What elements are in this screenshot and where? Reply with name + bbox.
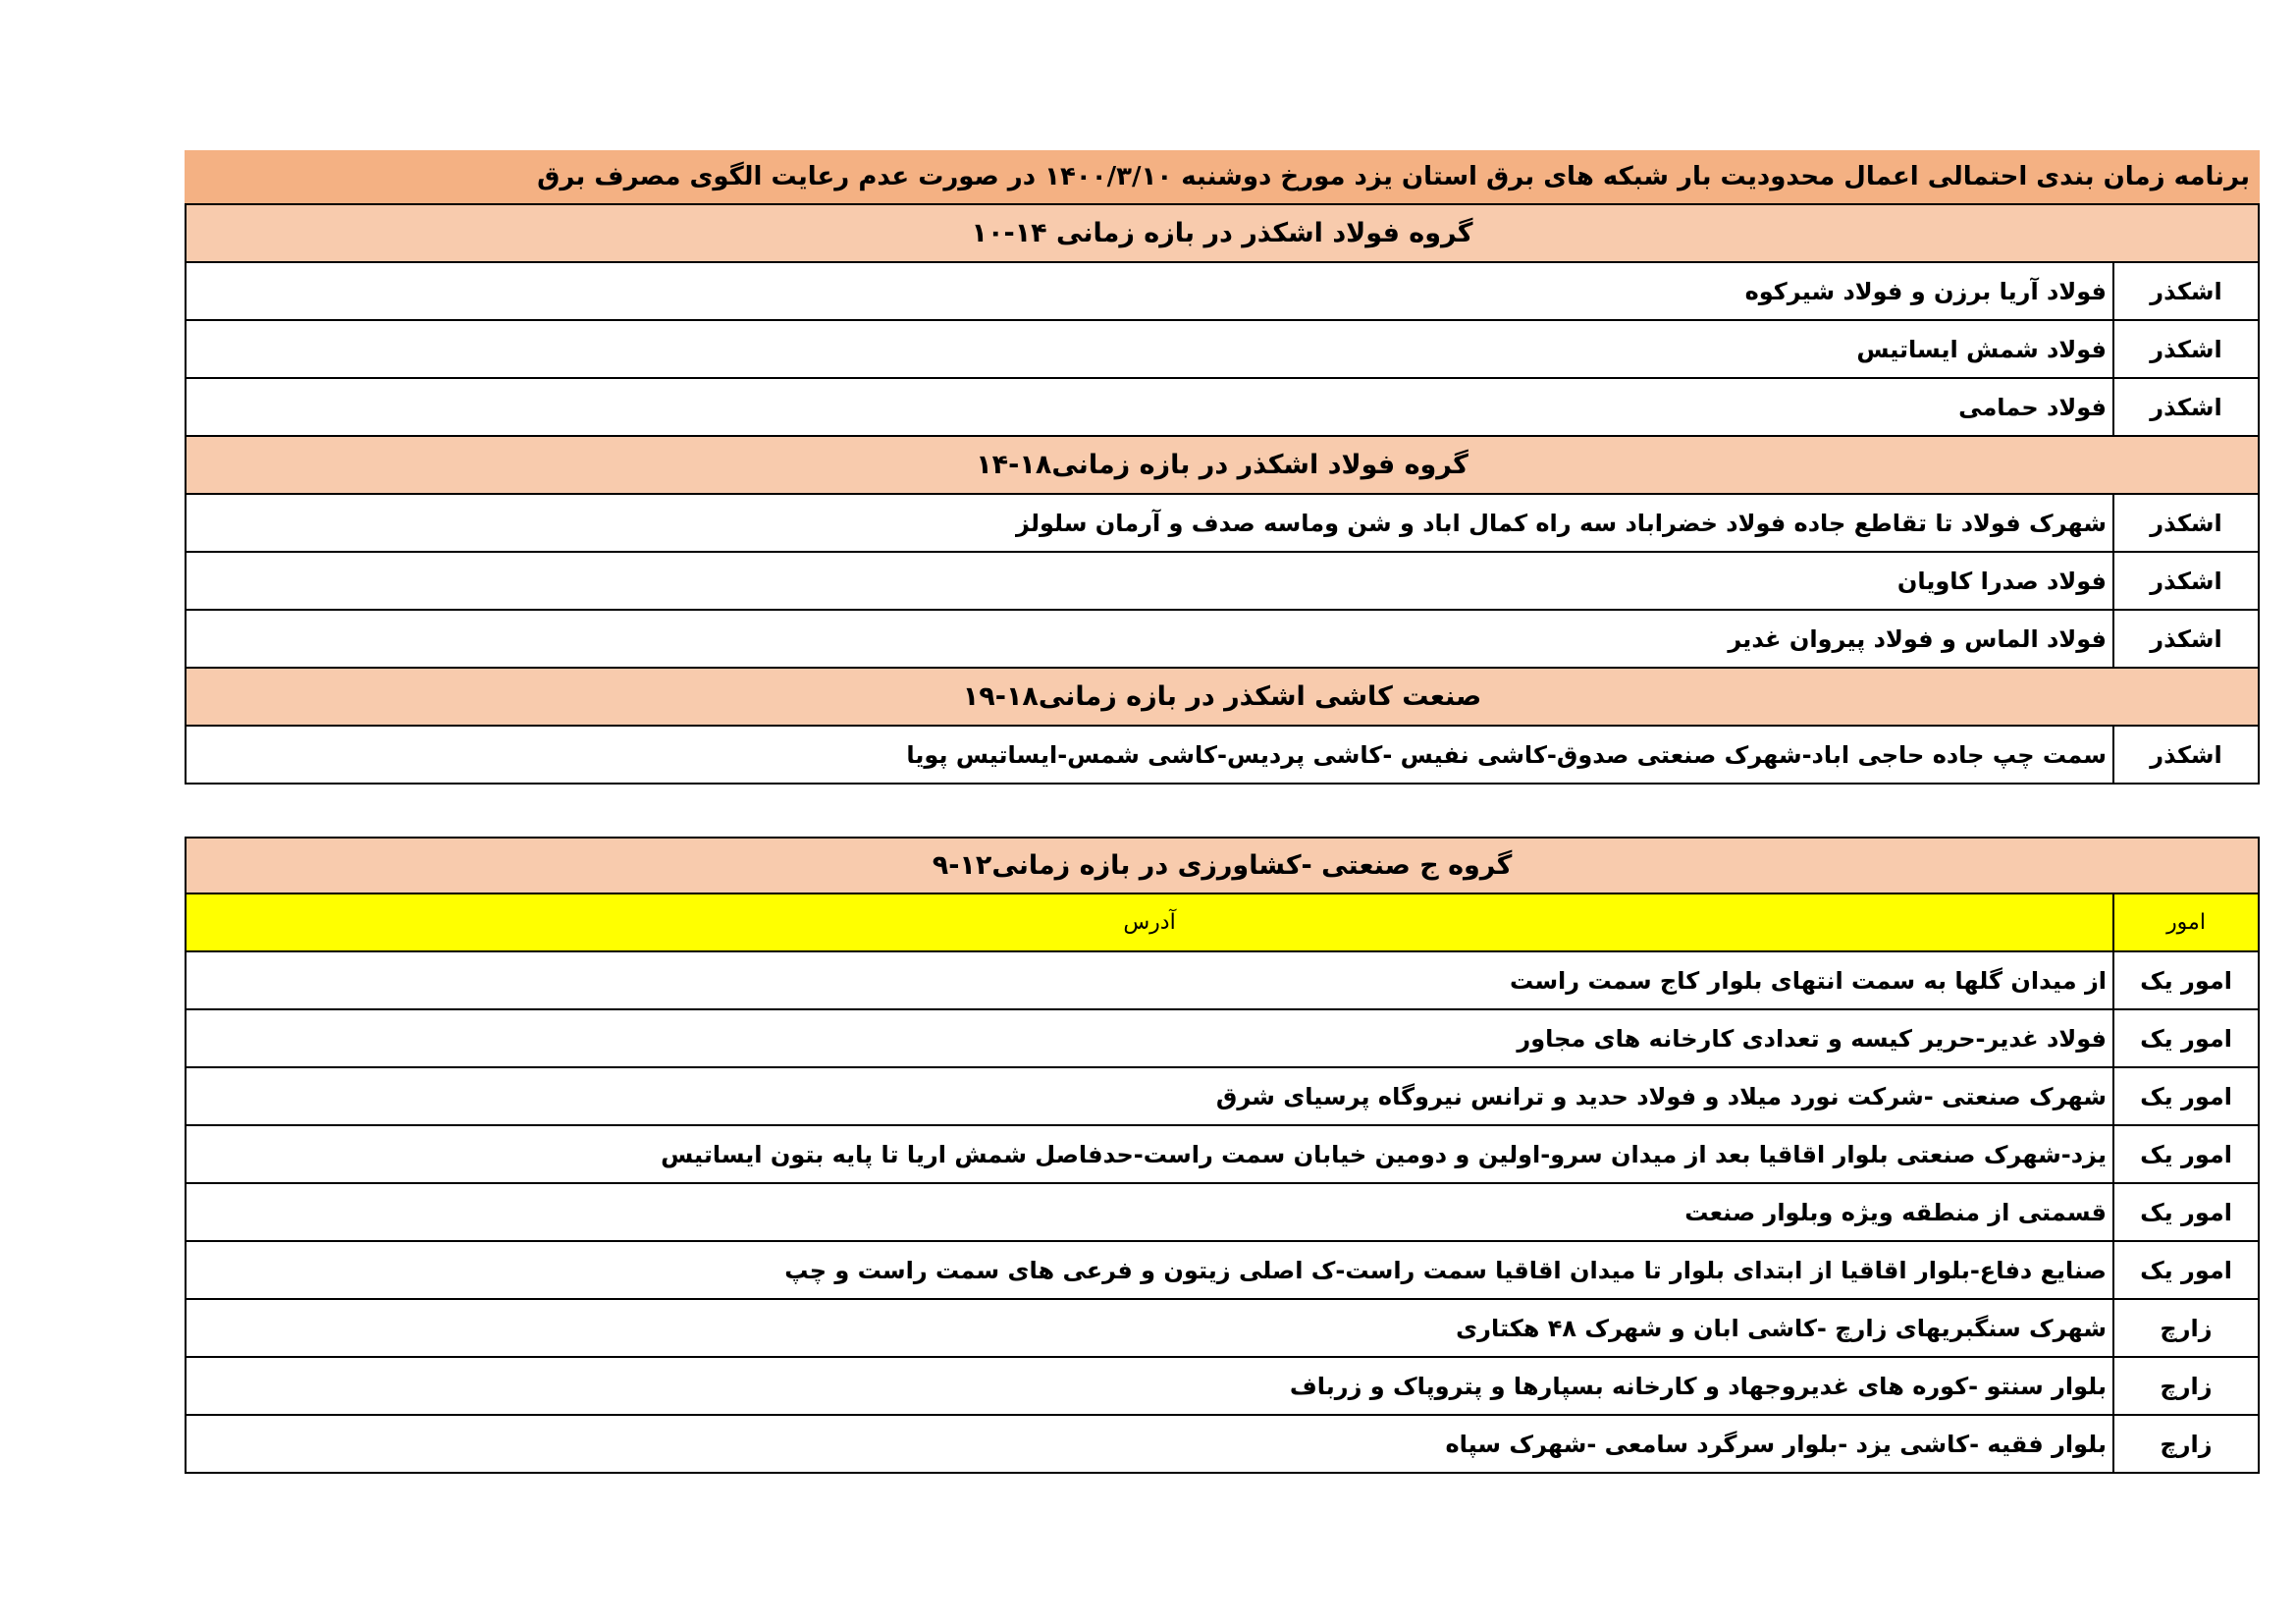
group-title: صنعت کاشی اشکذر در بازه زمانی۱۸-۱۹	[962, 681, 1482, 712]
table-row	[185, 727, 2260, 785]
group-header	[185, 205, 2260, 263]
group-title: گروه ج صنعتی -کشاورزی در بازه زمانی۱۲-۹	[932, 850, 1513, 881]
table-row	[185, 1068, 2260, 1126]
address-cell: شهرک صنعتی -شرکت نورد میلاد و فولاد حدید و ترانس نیروگاه پرسیای شرق	[1215, 1082, 2107, 1110]
column-header-address: آدرس	[1123, 910, 1176, 935]
group-header	[185, 437, 2260, 495]
group-title: گروه فولاد اشکذر در بازه زمانی۱۸-۱۴	[976, 450, 1468, 480]
region-cell: زارچ	[2112, 1358, 2258, 1414]
address-cell: یزد-شهرک صنعتی بلوار اقاقیا بعد از میدان سرو-اولین و دومین خیابان سمت راست-حدفاصل شمش اریا تا پایه بتون ایساتیس	[661, 1140, 2107, 1168]
address-cell: قسمتی از منطقه ویژه وبلوار صنعت	[1684, 1198, 2107, 1226]
table-row	[185, 1416, 2260, 1474]
table-row	[185, 495, 2260, 553]
region-cell: اشکذر	[2112, 495, 2258, 551]
schedule-table-2	[185, 837, 2260, 1474]
region-cell: اشکذر	[2112, 379, 2258, 435]
region-cell: اشکذر	[2112, 321, 2258, 377]
description-cell: فولاد حمامی	[1958, 393, 2107, 421]
table-row	[185, 553, 2260, 611]
table-row	[185, 379, 2260, 437]
table-row	[185, 611, 2260, 669]
group-header	[185, 669, 2260, 727]
column-header-region: امور	[2112, 894, 2258, 950]
table-row	[185, 1358, 2260, 1416]
region-cell: زارچ	[2112, 1416, 2258, 1472]
region-cell: امور یک	[2112, 952, 2258, 1008]
main-title: برنامه زمان بندی احتمالی اعمال محدودیت بار شبکه های برق استان یزد مورخ دوشنبه ۱۴۰۰/۳/۱۰ در صورت عدم رعایت الگوی مصرف برق	[537, 162, 2250, 191]
table-row	[185, 1010, 2260, 1068]
group-title: گروه فولاد اشکذر در بازه زمانی ۱۴-۱۰	[971, 218, 1473, 248]
region-cell: امور یک	[2112, 1126, 2258, 1182]
description-cell: فولاد شمش ایساتیس	[1856, 335, 2107, 363]
column-header-row	[185, 894, 2260, 952]
region-cell: اشکذر	[2112, 727, 2258, 783]
table-row	[185, 1126, 2260, 1184]
description-cell: سمت چپ جاده حاجی اباد-شهرک صنعتی صدوق-کاشی نفیس -کاشی پردیس-کاشی شمس-ایساتیس پویا	[906, 740, 2107, 769]
address-cell: بلوار فقیه -کاشی یزد -بلوار سرگرد سامعی -شهرک سپاه	[1445, 1430, 2107, 1458]
region-cell: امور یک	[2112, 1010, 2258, 1066]
description-cell: شهرک فولاد تا تقاطع جاده فولاد خضراباد سه راه کمال اباد و شن وماسه صدف و آرمان سلولز	[1016, 509, 2107, 537]
description-cell: فولاد آریا برزن و فولاد شیرکوه	[1744, 277, 2107, 305]
region-cell: اشکذر	[2112, 611, 2258, 667]
schedule-table-1	[185, 150, 2260, 785]
table-row	[185, 1300, 2260, 1358]
address-cell: صنایع دفاع-بلوار اقاقیا از ابتدای بلوار تا میدان اقاقیا سمت راست-ک اصلی زیتون و فرعی های سمت راست و چپ	[784, 1256, 2107, 1284]
main-title-row	[185, 150, 2260, 205]
address-cell: فولاد غدیر-حریر کیسه و تعدادی کارخانه های مجاور	[1517, 1024, 2107, 1053]
table-row	[185, 1242, 2260, 1300]
description-cell: فولاد الماس و فولاد پیروان غدیر	[1728, 624, 2107, 653]
region-cell: زارچ	[2112, 1300, 2258, 1356]
address-cell: از میدان گلها به سمت انتهای بلوار کاج سمت راست	[1510, 966, 2107, 995]
region-cell: امور یک	[2112, 1068, 2258, 1124]
address-cell: شهرک سنگبریهای زارچ -کاشی ابان و شهرک ۴۸ هکتاری	[1456, 1314, 2107, 1342]
table-row	[185, 263, 2260, 321]
region-cell: امور یک	[2112, 1242, 2258, 1298]
table-row	[185, 321, 2260, 379]
table-row	[185, 952, 2260, 1010]
region-cell: امور یک	[2112, 1184, 2258, 1240]
region-cell: اشکذر	[2112, 553, 2258, 609]
region-cell: اشکذر	[2112, 263, 2258, 319]
group-header	[185, 837, 2260, 894]
address-cell: بلوار سنتو -کوره های غدیروجهاد و کارخانه بسپارها و پتروپاک و زرباف	[1289, 1372, 2107, 1400]
table-row	[185, 1184, 2260, 1242]
description-cell: فولاد صدرا کاویان	[1896, 567, 2107, 595]
